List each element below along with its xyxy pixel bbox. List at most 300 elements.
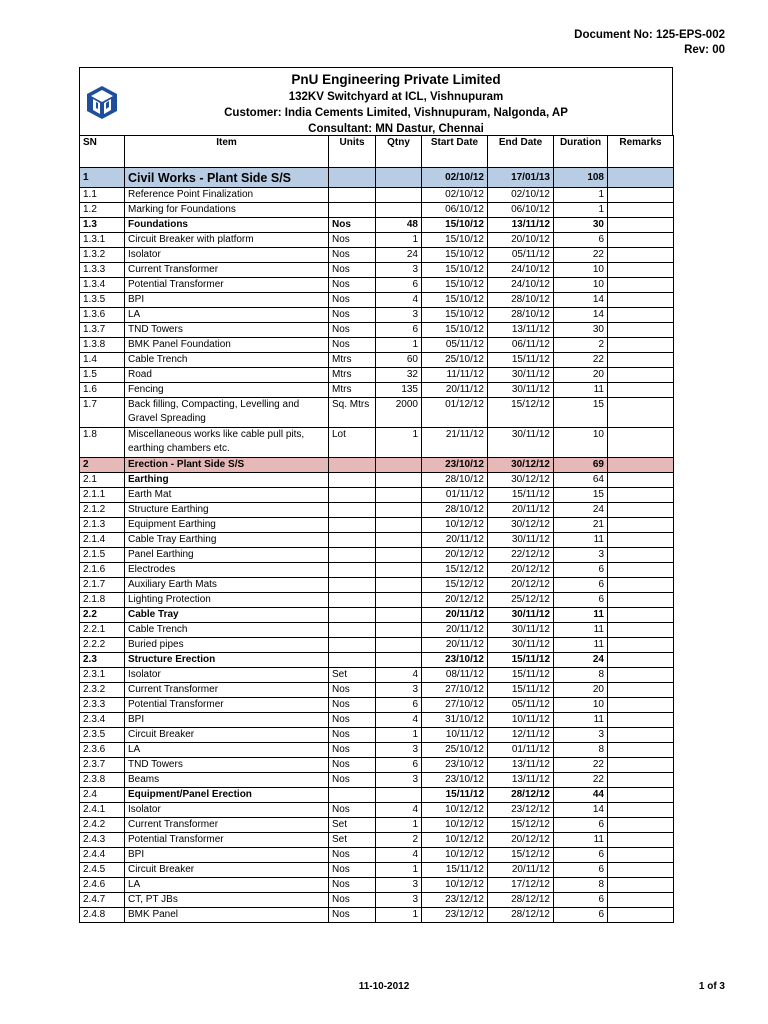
row-end-date: 22/12/12 xyxy=(488,548,554,563)
row-units xyxy=(329,168,376,188)
row-start-date: 20/11/12 xyxy=(422,533,488,548)
row-sn: 2.3.8 xyxy=(80,773,125,788)
row-sn: 1.1 xyxy=(80,188,125,203)
row-end-date: 01/11/12 xyxy=(488,743,554,758)
row-qty: 3 xyxy=(376,878,422,893)
row-start-date: 02/10/12 xyxy=(422,168,488,188)
row-sn: 2.4.8 xyxy=(80,908,125,923)
row-remarks xyxy=(608,698,674,713)
row-remarks xyxy=(608,578,674,593)
footer-date: 11-10-2012 xyxy=(358,981,410,992)
table-row xyxy=(80,488,674,503)
row-duration: 11 xyxy=(554,383,608,398)
row-duration: 22 xyxy=(554,248,608,263)
row-units: Nos xyxy=(329,278,376,293)
table-row xyxy=(80,788,674,803)
table-row xyxy=(80,548,674,563)
row-start-date: 15/11/12 xyxy=(422,788,488,803)
row-qty xyxy=(376,563,422,578)
row-start-date: 23/10/12 xyxy=(422,773,488,788)
row-duration: 14 xyxy=(554,293,608,308)
schedule-table xyxy=(79,135,674,923)
row-start-date: 10/12/12 xyxy=(422,878,488,893)
table-row xyxy=(80,803,674,818)
row-duration: 22 xyxy=(554,353,608,368)
row-end-date: 28/12/12 xyxy=(488,788,554,803)
row-end-date: 30/11/12 xyxy=(488,623,554,638)
row-end-date: 28/12/12 xyxy=(488,893,554,908)
row-duration: 20 xyxy=(554,368,608,383)
row-qty: 6 xyxy=(376,698,422,713)
row-remarks xyxy=(608,908,674,923)
row-end-date: 20/12/12 xyxy=(488,563,554,578)
table-row xyxy=(80,203,674,218)
row-remarks xyxy=(608,248,674,263)
row-duration: 11 xyxy=(554,608,608,623)
row-duration: 21 xyxy=(554,518,608,533)
sheet-header xyxy=(79,67,673,135)
row-start-date: 28/10/12 xyxy=(422,503,488,518)
row-sn: 1.3.3 xyxy=(80,263,125,278)
row-units: Nos xyxy=(329,908,376,923)
row-item: BPI xyxy=(125,293,329,308)
row-remarks xyxy=(608,713,674,728)
row-qty xyxy=(376,623,422,638)
row-sn: 2 xyxy=(80,458,125,473)
row-item: Circuit Breaker with platform xyxy=(125,233,329,248)
row-qty: 2000 xyxy=(376,398,422,428)
row-sn: 1.3.5 xyxy=(80,293,125,308)
column-header-sn: SN xyxy=(80,136,125,168)
row-duration: 8 xyxy=(554,878,608,893)
row-units: Mtrs xyxy=(329,383,376,398)
row-item: Cable Tray Earthing xyxy=(125,533,329,548)
row-end-date: 23/12/12 xyxy=(488,803,554,818)
row-qty: 3 xyxy=(376,308,422,323)
row-end-date: 28/12/12 xyxy=(488,908,554,923)
table-row xyxy=(80,893,674,908)
row-item: Panel Earthing xyxy=(125,548,329,563)
row-sn: 1.3.2 xyxy=(80,248,125,263)
row-end-date: 20/12/12 xyxy=(488,578,554,593)
title-block xyxy=(120,71,672,137)
document-number: Document No: 125-EPS-002 xyxy=(574,29,725,41)
row-duration: 11 xyxy=(554,713,608,728)
table-row xyxy=(80,773,674,788)
row-units xyxy=(329,188,376,203)
row-item: Circuit Breaker xyxy=(125,863,329,878)
row-units xyxy=(329,653,376,668)
row-qty: 3 xyxy=(376,683,422,698)
row-duration: 44 xyxy=(554,788,608,803)
row-item: Cable Trench xyxy=(125,623,329,638)
row-units: Nos xyxy=(329,893,376,908)
row-item: Isolator xyxy=(125,668,329,683)
table-row xyxy=(80,758,674,773)
row-units: Nos xyxy=(329,263,376,278)
table-row xyxy=(80,698,674,713)
row-item: BPI xyxy=(125,848,329,863)
row-sn: 1.3 xyxy=(80,218,125,233)
row-units xyxy=(329,458,376,473)
row-units xyxy=(329,623,376,638)
row-start-date: 23/12/12 xyxy=(422,893,488,908)
row-item: Reference Point Finalization xyxy=(125,188,329,203)
row-item: Cable Trench xyxy=(125,353,329,368)
row-qty: 32 xyxy=(376,368,422,383)
table-row xyxy=(80,623,674,638)
row-start-date: 23/10/12 xyxy=(422,458,488,473)
row-units: Nos xyxy=(329,773,376,788)
row-remarks xyxy=(608,503,674,518)
row-units: Nos xyxy=(329,698,376,713)
row-item: Lighting Protection xyxy=(125,593,329,608)
row-remarks xyxy=(608,803,674,818)
row-duration: 6 xyxy=(554,863,608,878)
row-end-date: 17/12/12 xyxy=(488,878,554,893)
row-duration: 64 xyxy=(554,473,608,488)
row-sn: 2.4.7 xyxy=(80,893,125,908)
table-row xyxy=(80,593,674,608)
row-sn: 2.1.2 xyxy=(80,503,125,518)
row-start-date: 15/12/12 xyxy=(422,563,488,578)
row-qty: 1 xyxy=(376,863,422,878)
row-item: TND Towers xyxy=(125,758,329,773)
row-end-date: 06/10/12 xyxy=(488,203,554,218)
row-start-date: 11/11/12 xyxy=(422,368,488,383)
row-sn: 2.2.1 xyxy=(80,623,125,638)
row-start-date: 10/12/12 xyxy=(422,803,488,818)
row-duration: 6 xyxy=(554,818,608,833)
row-item: Structure Earthing xyxy=(125,503,329,518)
row-duration: 3 xyxy=(554,728,608,743)
row-sn: 1.5 xyxy=(80,368,125,383)
row-qty xyxy=(376,168,422,188)
row-start-date: 20/11/12 xyxy=(422,383,488,398)
row-duration: 24 xyxy=(554,653,608,668)
row-duration: 6 xyxy=(554,848,608,863)
row-start-date: 20/12/12 xyxy=(422,548,488,563)
row-end-date: 30/11/12 xyxy=(488,368,554,383)
table-row xyxy=(80,503,674,518)
table-row xyxy=(80,833,674,848)
row-units: Mtrs xyxy=(329,353,376,368)
row-remarks xyxy=(608,593,674,608)
row-qty: 4 xyxy=(376,848,422,863)
row-start-date: 01/11/12 xyxy=(422,488,488,503)
consultant-line: Consultant: MN Dastur, Chennai xyxy=(308,123,484,135)
row-duration: 1 xyxy=(554,203,608,218)
row-start-date: 15/10/12 xyxy=(422,323,488,338)
row-end-date: 05/11/12 xyxy=(488,248,554,263)
row-remarks xyxy=(608,293,674,308)
row-end-date: 15/11/12 xyxy=(488,668,554,683)
schedule-rows xyxy=(80,168,674,923)
table-row xyxy=(80,713,674,728)
row-end-date: 30/12/12 xyxy=(488,473,554,488)
row-item: Civil Works - Plant Side S/S xyxy=(125,168,329,188)
table-row xyxy=(80,908,674,923)
row-duration: 108 xyxy=(554,168,608,188)
row-qty xyxy=(376,638,422,653)
table-row xyxy=(80,323,674,338)
column-header-duration: Duration xyxy=(554,136,608,168)
row-remarks xyxy=(608,203,674,218)
row-units: Nos xyxy=(329,803,376,818)
row-remarks xyxy=(608,623,674,638)
row-remarks xyxy=(608,773,674,788)
row-item: Road xyxy=(125,368,329,383)
table-row xyxy=(80,743,674,758)
row-end-date: 15/12/12 xyxy=(488,818,554,833)
row-units: Nos xyxy=(329,758,376,773)
row-remarks xyxy=(608,338,674,353)
row-qty: 1 xyxy=(376,908,422,923)
table-row xyxy=(80,383,674,398)
row-sn: 2.4.4 xyxy=(80,848,125,863)
row-units: Lot xyxy=(329,428,376,458)
row-units: Nos xyxy=(329,293,376,308)
row-end-date: 17/01/13 xyxy=(488,168,554,188)
row-end-date: 06/11/12 xyxy=(488,338,554,353)
row-duration: 22 xyxy=(554,773,608,788)
table-row xyxy=(80,668,674,683)
row-item: LA xyxy=(125,308,329,323)
row-units: Nos xyxy=(329,863,376,878)
company-logo-icon xyxy=(84,84,120,120)
table-row xyxy=(80,728,674,743)
table-row xyxy=(80,473,674,488)
row-item: Earth Mat xyxy=(125,488,329,503)
row-remarks xyxy=(608,608,674,623)
table-row xyxy=(80,458,674,473)
row-remarks xyxy=(608,653,674,668)
row-sn: 2.3.4 xyxy=(80,713,125,728)
row-qty: 2 xyxy=(376,833,422,848)
row-duration: 10 xyxy=(554,428,608,458)
column-header-units: Units xyxy=(329,136,376,168)
row-qty xyxy=(376,548,422,563)
row-qty xyxy=(376,488,422,503)
row-remarks xyxy=(608,788,674,803)
table-row xyxy=(80,368,674,383)
row-start-date: 20/11/12 xyxy=(422,623,488,638)
row-units: Nos xyxy=(329,338,376,353)
row-qty xyxy=(376,578,422,593)
row-qty xyxy=(376,788,422,803)
row-units: Nos xyxy=(329,233,376,248)
row-start-date: 15/10/12 xyxy=(422,233,488,248)
row-qty: 60 xyxy=(376,353,422,368)
row-sn: 2.3 xyxy=(80,653,125,668)
row-duration: 14 xyxy=(554,308,608,323)
row-sn: 2.1.7 xyxy=(80,578,125,593)
row-start-date: 15/10/12 xyxy=(422,248,488,263)
row-end-date: 15/12/12 xyxy=(488,398,554,428)
row-item: Erection - Plant Side S/S xyxy=(125,458,329,473)
row-item: Foundations xyxy=(125,218,329,233)
row-units: Nos xyxy=(329,743,376,758)
row-start-date: 01/12/12 xyxy=(422,398,488,428)
row-start-date: 06/10/12 xyxy=(422,203,488,218)
row-sn: 2.4.6 xyxy=(80,878,125,893)
row-duration: 6 xyxy=(554,893,608,908)
row-item: Current Transformer xyxy=(125,263,329,278)
row-start-date: 10/12/12 xyxy=(422,833,488,848)
row-end-date: 13/11/12 xyxy=(488,323,554,338)
row-sn: 1.6 xyxy=(80,383,125,398)
table-row xyxy=(80,263,674,278)
row-item: Equipment Earthing xyxy=(125,518,329,533)
row-duration: 8 xyxy=(554,668,608,683)
row-units: Set xyxy=(329,668,376,683)
row-remarks xyxy=(608,638,674,653)
row-start-date: 10/12/12 xyxy=(422,518,488,533)
row-duration: 3 xyxy=(554,548,608,563)
customer-line: Customer: India Cements Limited, Vishnupuram, Nalgonda, AP xyxy=(224,107,568,119)
row-sn: 2.1.1 xyxy=(80,488,125,503)
row-duration: 20 xyxy=(554,683,608,698)
row-duration: 14 xyxy=(554,803,608,818)
row-item: Structure Erection xyxy=(125,653,329,668)
row-units xyxy=(329,593,376,608)
table-row xyxy=(80,188,674,203)
row-remarks xyxy=(608,473,674,488)
row-sn: 2.3.5 xyxy=(80,728,125,743)
row-sn: 1.3.1 xyxy=(80,233,125,248)
row-remarks xyxy=(608,863,674,878)
row-item: Circuit Breaker xyxy=(125,728,329,743)
row-sn: 1.3.4 xyxy=(80,278,125,293)
row-start-date: 23/12/12 xyxy=(422,908,488,923)
table-row xyxy=(80,518,674,533)
row-duration: 1 xyxy=(554,188,608,203)
column-header-remarks: Remarks xyxy=(608,136,674,168)
row-remarks xyxy=(608,878,674,893)
row-start-date: 31/10/12 xyxy=(422,713,488,728)
row-sn: 1.7 xyxy=(80,398,125,428)
row-start-date: 15/11/12 xyxy=(422,863,488,878)
row-end-date: 30/11/12 xyxy=(488,533,554,548)
row-duration: 2 xyxy=(554,338,608,353)
row-item: Potential Transformer xyxy=(125,278,329,293)
row-remarks xyxy=(608,308,674,323)
row-sn: 1 xyxy=(80,168,125,188)
row-qty: 6 xyxy=(376,278,422,293)
row-qty xyxy=(376,518,422,533)
row-end-date: 05/11/12 xyxy=(488,698,554,713)
row-start-date: 15/10/12 xyxy=(422,293,488,308)
row-qty: 4 xyxy=(376,293,422,308)
row-end-date: 15/11/12 xyxy=(488,653,554,668)
row-remarks xyxy=(608,818,674,833)
row-qty: 1 xyxy=(376,818,422,833)
row-remarks xyxy=(608,833,674,848)
row-duration: 11 xyxy=(554,623,608,638)
row-duration: 6 xyxy=(554,908,608,923)
row-qty: 6 xyxy=(376,758,422,773)
table-row xyxy=(80,428,674,458)
row-units: Nos xyxy=(329,728,376,743)
row-end-date: 20/11/12 xyxy=(488,863,554,878)
table-row xyxy=(80,533,674,548)
table-row xyxy=(80,653,674,668)
row-units: Set xyxy=(329,833,376,848)
row-units xyxy=(329,503,376,518)
row-item: Isolator xyxy=(125,803,329,818)
table-row xyxy=(80,338,674,353)
row-sn: 1.3.7 xyxy=(80,323,125,338)
row-units xyxy=(329,518,376,533)
row-duration: 6 xyxy=(554,563,608,578)
row-remarks xyxy=(608,458,674,473)
row-end-date: 30/11/12 xyxy=(488,638,554,653)
row-duration: 6 xyxy=(554,578,608,593)
row-qty: 3 xyxy=(376,773,422,788)
row-end-date: 10/11/12 xyxy=(488,713,554,728)
row-item: Marking for Foundations xyxy=(125,203,329,218)
row-qty: 24 xyxy=(376,248,422,263)
row-remarks xyxy=(608,893,674,908)
row-start-date: 15/10/12 xyxy=(422,278,488,293)
row-remarks xyxy=(608,323,674,338)
table-row xyxy=(80,218,674,233)
row-duration: 11 xyxy=(554,833,608,848)
row-start-date: 15/10/12 xyxy=(422,263,488,278)
row-start-date: 10/12/12 xyxy=(422,818,488,833)
row-start-date: 28/10/12 xyxy=(422,473,488,488)
row-end-date: 15/11/12 xyxy=(488,353,554,368)
table-row xyxy=(80,818,674,833)
row-item: LA xyxy=(125,878,329,893)
row-start-date: 27/10/12 xyxy=(422,698,488,713)
column-header-start-date: Start Date xyxy=(422,136,488,168)
row-start-date: 02/10/12 xyxy=(422,188,488,203)
row-duration: 22 xyxy=(554,758,608,773)
row-remarks xyxy=(608,368,674,383)
row-end-date: 30/12/12 xyxy=(488,518,554,533)
row-sn: 2.3.6 xyxy=(80,743,125,758)
row-remarks xyxy=(608,548,674,563)
row-duration: 24 xyxy=(554,503,608,518)
table-row xyxy=(80,168,674,188)
row-item: Beams xyxy=(125,773,329,788)
row-units: Mtrs xyxy=(329,368,376,383)
row-duration: 6 xyxy=(554,233,608,248)
row-start-date: 05/11/12 xyxy=(422,338,488,353)
table-row xyxy=(80,863,674,878)
row-end-date: 28/10/12 xyxy=(488,308,554,323)
row-sn: 1.8 xyxy=(80,428,125,458)
row-start-date: 10/11/12 xyxy=(422,728,488,743)
row-item: Equipment/Panel Erection xyxy=(125,788,329,803)
row-sn: 1.3.8 xyxy=(80,338,125,353)
row-remarks xyxy=(608,728,674,743)
table-row xyxy=(80,608,674,623)
row-duration: 10 xyxy=(554,698,608,713)
row-qty: 4 xyxy=(376,668,422,683)
row-duration: 11 xyxy=(554,533,608,548)
row-end-date: 20/12/12 xyxy=(488,833,554,848)
row-remarks xyxy=(608,743,674,758)
row-units: Nos xyxy=(329,308,376,323)
row-start-date: 20/11/12 xyxy=(422,638,488,653)
row-units: Nos xyxy=(329,848,376,863)
page-number: 1 of 3 xyxy=(698,981,725,992)
table-header-row xyxy=(80,136,674,168)
row-sn: 2.1.3 xyxy=(80,518,125,533)
row-end-date: 15/12/12 xyxy=(488,848,554,863)
